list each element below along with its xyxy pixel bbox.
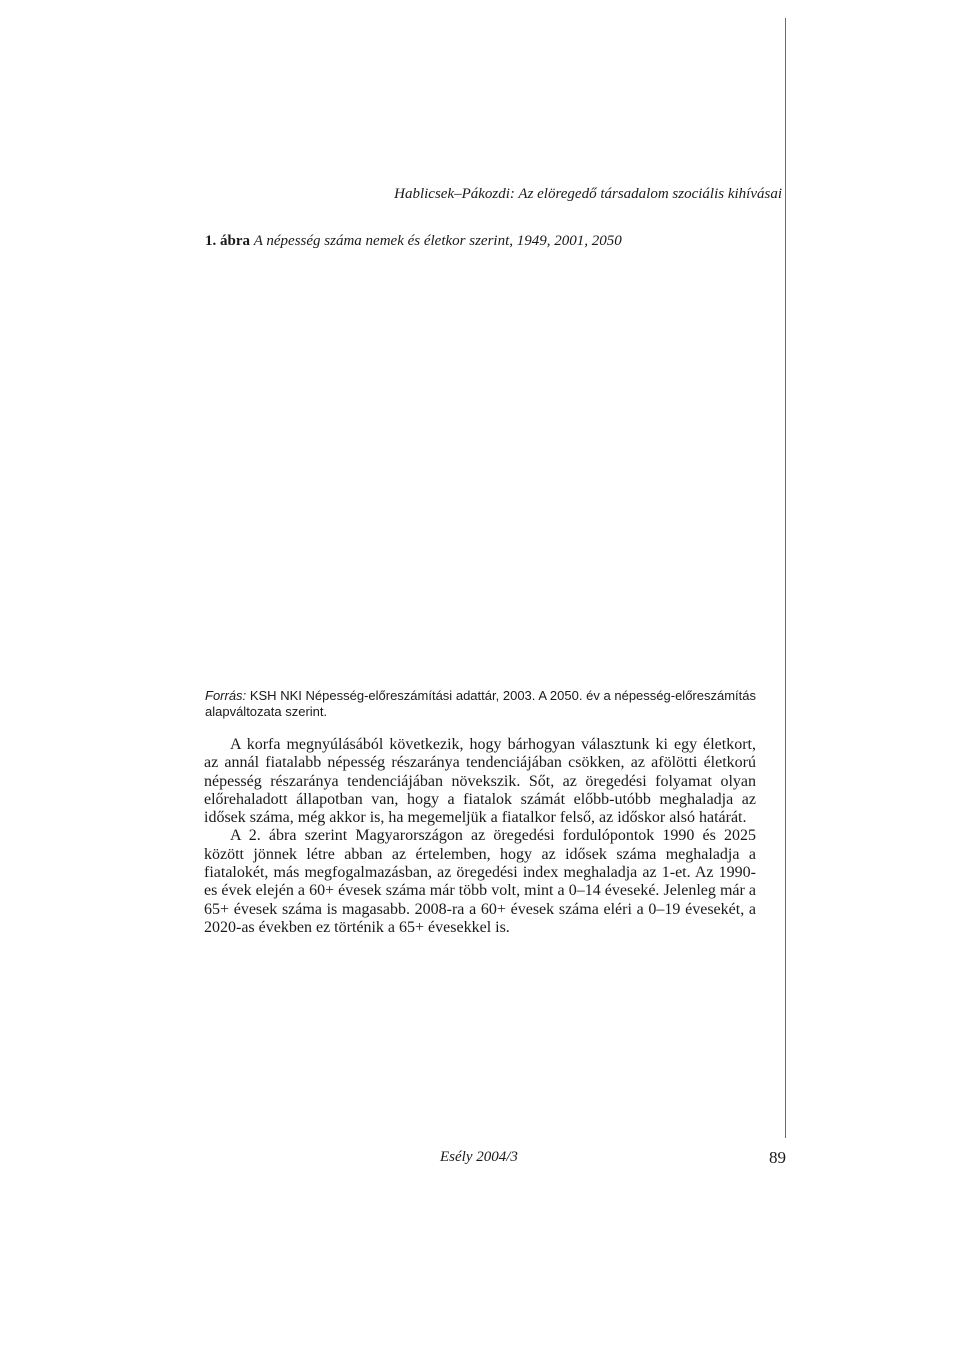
- figure-source: [205, 688, 756, 720]
- source-text: KSH NKI Népesség-előreszámítási adattár, 2003. A 2050. év a népesség-előreszámítás alapváltozata szerint.: [205, 688, 756, 719]
- figure-placeholder: [205, 262, 755, 682]
- journal-footer: Esély 2004/3: [440, 1149, 518, 1165]
- source-label: Forrás:: [205, 688, 247, 703]
- paragraph-1: A korfa megnyúlásából következik, hogy bárhogyan választunk ki egy életkort, az annál fiatalabb népesség részaránya tendenciájában csökken, az afölötti életkorú népesség részaránya tendenciájában növekszik. Sőt, az öregedési folyamat olyan előrehaladott állapotban van, hogy a fiatalok számát előbb-utóbb meghaladja az idősek száma, még akkor is, ha megemeljük a fiatalkor felső, az időskor alsó határát.: [204, 736, 756, 827]
- page-number: 89: [769, 1148, 786, 1167]
- running-head: Hablicsek–Pákozdi: Az elöregedő társadalom szociális kihívásai: [394, 186, 782, 202]
- paragraph-2: A 2. ábra szerint Magyarországon az öregedési fordulópontok 1990 és 2025 között jönnek létre abban az értelemben, hogy az idősek száma meghaladja a fiatalokét, más megfogalmazásban, az öregedési index meghaladja az 1-et. Az 1990-es évek elején a 60+ évesek száma már több volt, mint a 0–14 éveseké. Jelenleg már a 65+ évesek száma is magasabb. 2008-ra a 60+ évesek száma eléri a 0–19 évesekét, a 2020-as években ez történik a 65+ évesekkel is.: [204, 827, 756, 936]
- body-text: [204, 736, 756, 937]
- margin-rule: [785, 18, 786, 1138]
- figure-caption: [205, 233, 622, 250]
- figure-number: 1. ábra: [205, 233, 250, 249]
- figure-title: A népesség száma nemek és életkor szerint, 1949, 2001, 2050: [253, 233, 622, 249]
